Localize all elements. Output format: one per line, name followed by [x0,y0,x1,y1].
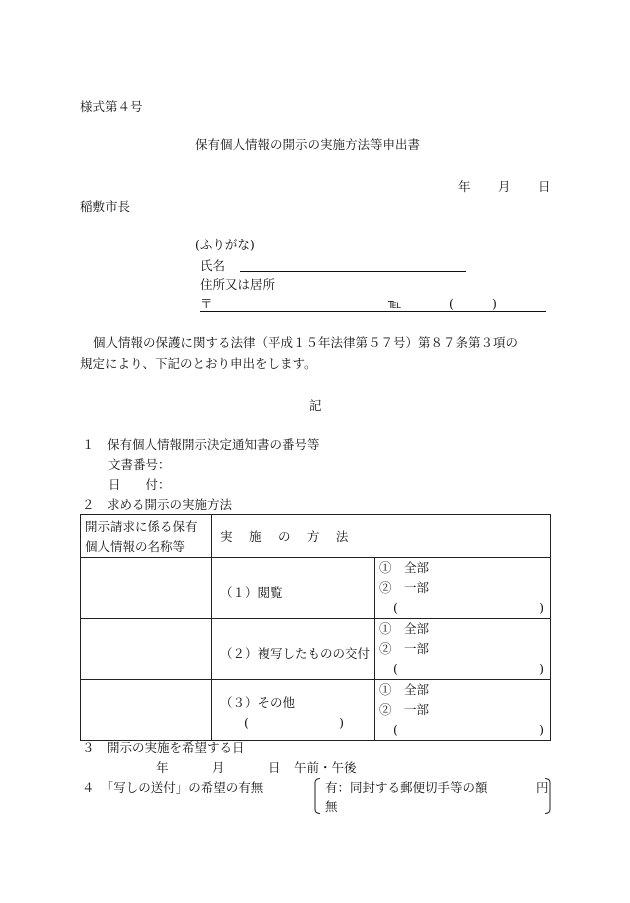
name-line [240,271,466,272]
section2-heading: ２ 求める開示の実施方法 [82,497,233,512]
date-month: 月 [498,179,511,194]
tel-paren-close: ) [492,296,497,311]
option-part[interactable]: ② 一部 [379,641,430,656]
option-part-detail[interactable] [379,720,550,740]
disclosure-method-table [80,514,551,741]
ki-heading: 記 [309,398,322,413]
header-method: 実 施 の 方 法 [212,515,551,558]
body-text-line1: 個人情報の保護に関する法律（平成１５年法律第５７号）第８７条第３項の [93,335,519,350]
section3-heading: ３ 開示の実施を希望する日 [82,740,245,755]
section3-ampm[interactable]: 午前・午後 [294,760,357,775]
address-line [200,311,546,312]
postage-yen: 円 [536,780,549,795]
other-method-detail[interactable] [220,713,374,733]
postal-mark: 〒 [200,296,213,311]
option-cell [375,619,551,680]
section4-heading: ４ 「写しの送付」の希望の有無 [82,780,264,795]
paren-open: ( [393,600,398,615]
document-title: 保有個人情報の開示の実施方法等申出書 [195,137,421,152]
address-label: 住所又は居所 [200,277,276,292]
section1-heading: １ 保有個人情報開示決定通知書の番号等 [82,437,320,452]
doc-number-label: 文書番号： [108,457,171,472]
date-day: 日 [538,179,551,194]
method-cell [212,558,375,619]
info-name-cell[interactable] [81,680,212,741]
postage-yes[interactable]: 有：同封する郵便切手等の額 [325,780,488,795]
option-all[interactable]: ① 全部 [379,560,430,575]
option-part-detail[interactable] [379,598,550,618]
paren-open: ( [393,722,398,737]
info-name-cell[interactable] [81,619,212,680]
paren-close: ) [339,715,344,730]
paren-close: ) [539,722,544,737]
option-all[interactable]: ① 全部 [379,682,430,697]
furigana-label: (ふりがな) [195,237,255,252]
paren-close: ) [539,661,544,676]
paren-open: ( [244,715,249,730]
option-part-detail[interactable] [379,659,550,679]
paren-open: ( [393,661,398,676]
method-label: （２）複写したものの交付 [220,646,371,661]
date-year: 年 [458,179,471,194]
postage-no[interactable]: 無 [325,799,338,814]
option-cell [375,558,551,619]
table-row [81,680,551,741]
table-row [81,558,551,619]
section3-day: 日 [268,760,281,775]
form-number: 様式第４号 [80,99,143,114]
table-row [81,619,551,680]
recipient: 稲敷市長 [80,199,131,214]
method-label: （３）その他 [220,695,296,710]
body-text-line2: 規定により、下記のとおり申出をします。 [80,356,317,371]
header-info-line1: 開示請求に係る保有 [85,519,198,534]
name-label: 氏名 [200,258,226,273]
method-label: （１）閲覧 [220,585,283,600]
paren-close: ) [539,600,544,615]
tel-label: ℡ [388,296,402,311]
method-cell [212,619,375,680]
table-header-row [81,515,551,558]
section3-month: 月 [212,760,225,775]
tel-paren-open: ( [449,296,454,311]
header-info-name [81,515,212,558]
option-part[interactable]: ② 一部 [379,702,430,717]
option-cell [375,680,551,741]
section3-year: 年 [156,760,169,775]
method-cell [212,680,375,741]
option-part[interactable]: ② 一部 [379,580,430,595]
option-all[interactable]: ① 全部 [379,621,430,636]
info-name-cell[interactable] [81,558,212,619]
header-info-line2: 個人情報の名称等 [85,539,186,554]
left-brace-icon [313,778,321,814]
date-label: 日 付： [108,477,171,492]
